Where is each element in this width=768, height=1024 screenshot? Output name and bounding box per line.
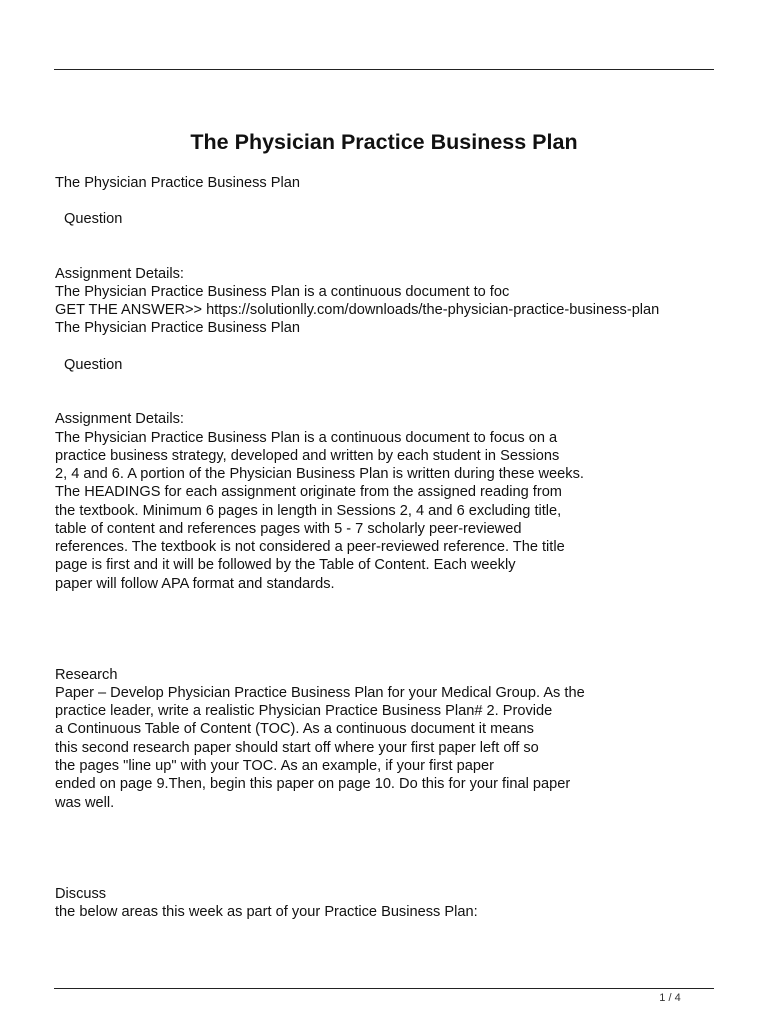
body-line: Research — [55, 667, 118, 683]
body-line: The Physician Practice Business Plan — [55, 320, 300, 336]
body-line: practice leader, write a realistic Physician Practice Business Plan# 2. Provide — [55, 703, 553, 719]
body-line: table of content and references pages with 5 - 7 scholarly peer-reviewed — [55, 521, 522, 537]
body-line: the textbook. Minimum 6 pages in length in Sessions 2, 4 and 6 excluding title, — [55, 503, 562, 519]
body-line: Question — [64, 357, 123, 373]
header-rule — [54, 69, 714, 70]
body-line: was well. — [55, 795, 115, 811]
body-line: the below areas this week as part of your Practice Business Plan: — [55, 904, 478, 920]
body-line: page is first and it will be followed by the Table of Content. Each weekly — [55, 557, 516, 573]
answer-link-line: GET THE ANSWER>> https://solutionlly.com/downloads/the-physician-practice-business-plan — [55, 302, 660, 318]
body-line: The Physician Practice Business Plan — [55, 175, 300, 191]
body-line: Assignment Details: — [55, 266, 184, 282]
body-line: 2, 4 and 6. A portion of the Physician Business Plan is written during these weeks. — [55, 466, 584, 482]
body-line: a Continuous Table of Content (TOC). As a continuous document it means — [55, 721, 534, 737]
body-line: practice business strategy, developed and written by each student in Sessions — [55, 448, 560, 464]
body-line: references. The textbook is not considered a peer-reviewed reference. The title — [55, 539, 565, 555]
body-line: the pages "line up" with your TOC. As an example, if your first paper — [55, 758, 494, 774]
body-line: Assignment Details: — [55, 411, 184, 427]
body-line: The Physician Practice Business Plan is a continuous document to focus on a — [55, 430, 558, 446]
body-line: The Physician Practice Business Plan is a continuous document to foc — [55, 284, 510, 300]
body-line: this second research paper should start off where your first paper left off so — [55, 740, 539, 756]
body-line: Discuss — [55, 886, 107, 902]
document-title: The Physician Practice Business Plan — [190, 130, 578, 154]
body-line: Paper – Develop Physician Practice Business Plan for your Medical Group. As the — [55, 685, 585, 701]
footer-rule — [54, 988, 714, 989]
page-number: 1 / 4 — [659, 992, 681, 1004]
body-line: paper will follow APA format and standards. — [55, 576, 335, 592]
body-line: The HEADINGS for each assignment originate from the assigned reading from — [55, 484, 562, 500]
body-line: ended on page 9.Then, begin this paper on page 10. Do this for your final paper — [55, 776, 571, 792]
body-line: Question — [64, 211, 123, 227]
